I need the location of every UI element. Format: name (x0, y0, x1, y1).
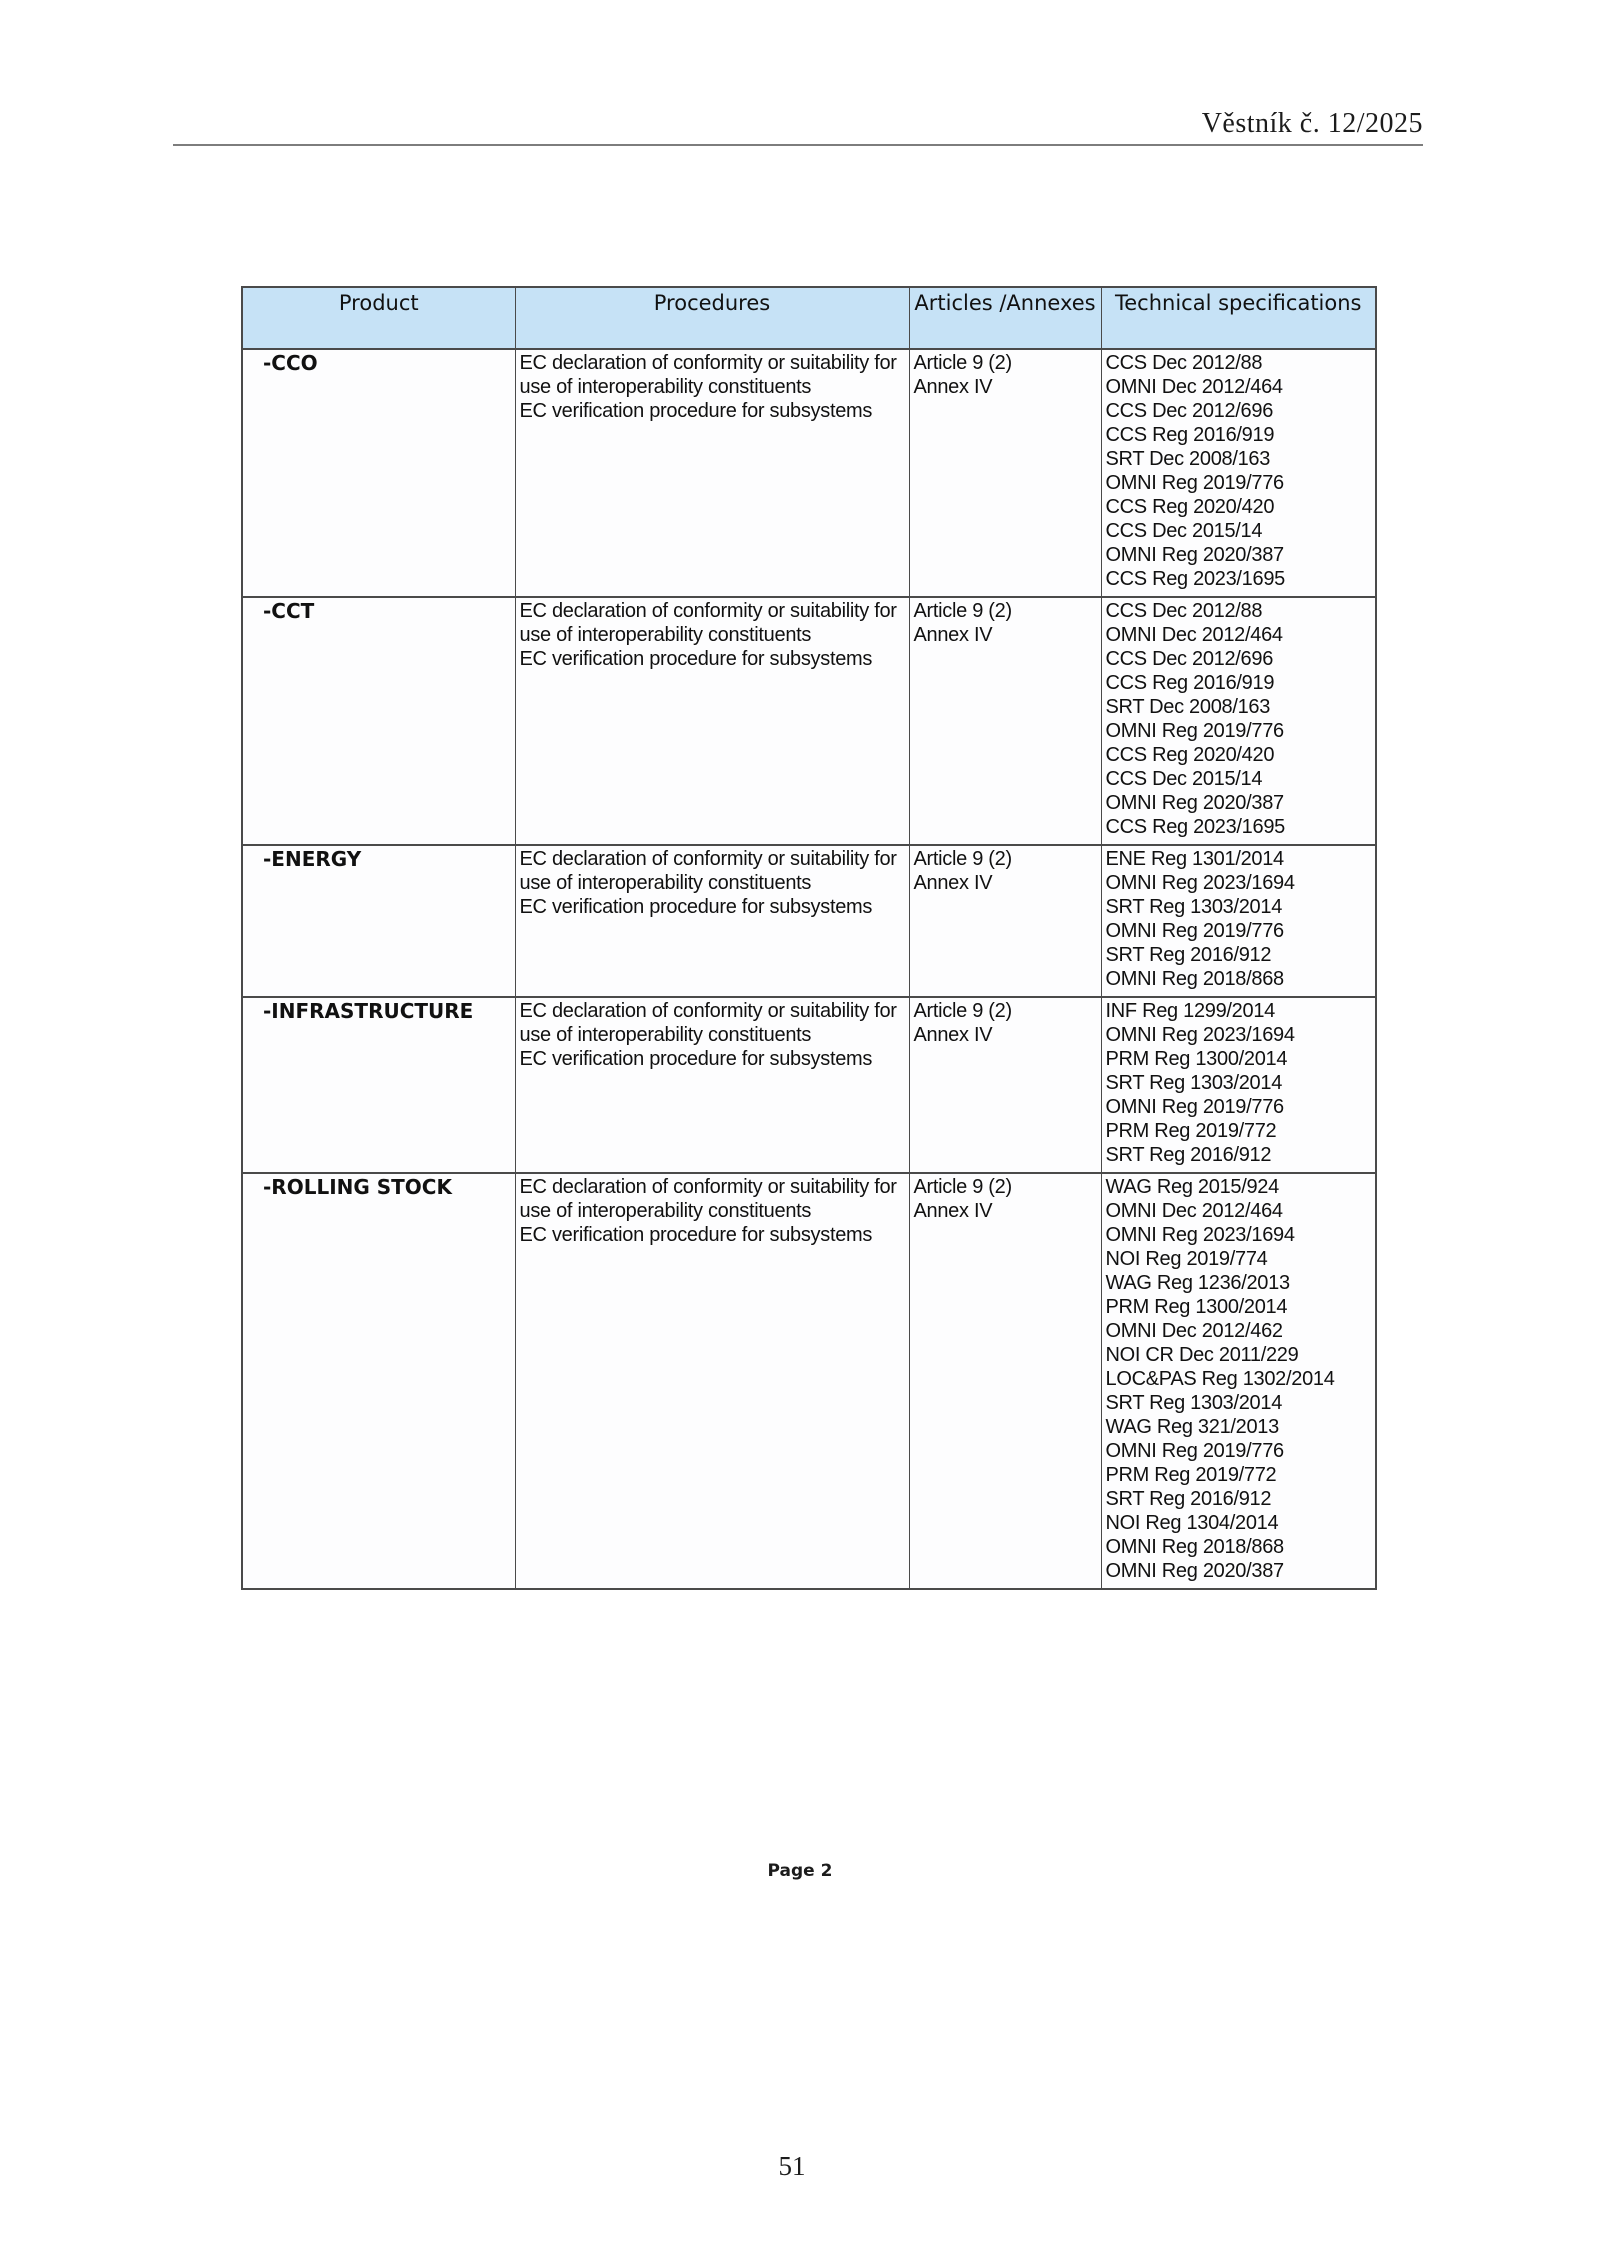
spec-table (241, 286, 1377, 1590)
article-line: Annex IV (913, 624, 993, 646)
spec-line: CCS Dec 2012/88 (1105, 600, 1263, 622)
spec-line: CCS Reg 2016/919 (1105, 424, 1275, 446)
procedure-text: EC declaration of conformity or suitability for use of interoperability constituents (519, 1176, 897, 1222)
spec-line: OMNI Reg 2019/776 (1105, 720, 1284, 742)
spec-line: CCS Dec 2015/14 (1105, 768, 1263, 790)
spec-line: OMNI Reg 2023/1694 (1105, 872, 1295, 894)
product-label: -INFRASTRUCTURE (263, 999, 474, 1023)
article-line: Annex IV (913, 1024, 993, 1046)
column-header-technical-specifications: Technical specifications (1101, 287, 1376, 349)
spec-line: OMNI Reg 2023/1694 (1105, 1024, 1295, 1046)
procedure-text: EC verification procedure for subsystems (519, 400, 873, 422)
article-line: Annex IV (913, 1200, 993, 1222)
spec-line: WAG Reg 1236/2013 (1105, 1272, 1290, 1294)
procedures-cell (515, 597, 909, 845)
product-cell (242, 1173, 515, 1589)
spec-line: SRT Reg 1303/2014 (1105, 1392, 1283, 1414)
spec-line: OMNI Dec 2012/464 (1105, 1200, 1283, 1222)
spec-line: CCS Dec 2015/14 (1105, 520, 1263, 542)
table-row (242, 349, 1376, 597)
spec-line: PRM Reg 2019/772 (1105, 1464, 1277, 1486)
procedure-text: EC declaration of conformity or suitability for use of interoperability constituents (519, 352, 897, 398)
product-label: -ROLLING STOCK (263, 1175, 452, 1199)
spec-line: WAG Reg 321/2013 (1105, 1416, 1279, 1438)
spec-line: SRT Reg 2016/912 (1105, 1488, 1272, 1510)
spec-line: CCS Reg 2020/420 (1105, 496, 1275, 518)
spec-line: INF Reg 1299/2014 (1105, 1000, 1275, 1022)
spec-line: OMNI Reg 2020/387 (1105, 1560, 1284, 1582)
spec-line: CCS Reg 2023/1695 (1105, 816, 1285, 838)
spec-table-container (241, 286, 1375, 1590)
column-header-product: Product (242, 287, 515, 349)
product-label: -ENERGY (263, 847, 362, 871)
procedure-text: EC verification procedure for subsystems (519, 648, 873, 670)
spec-line: SRT Reg 1303/2014 (1105, 1072, 1283, 1094)
specs-cell (1101, 597, 1376, 845)
spec-line: PRM Reg 1300/2014 (1105, 1296, 1288, 1318)
procedures-cell (515, 997, 909, 1173)
specs-cell (1101, 349, 1376, 597)
article-line: Article 9 (2) (913, 600, 1012, 622)
product-label: -CCT (263, 599, 315, 623)
article-line: Article 9 (2) (913, 1000, 1012, 1022)
spec-line: OMNI Reg 2018/868 (1105, 968, 1284, 990)
spec-line: OMNI Reg 2019/776 (1105, 920, 1284, 942)
spec-line: CCS Reg 2023/1695 (1105, 568, 1285, 590)
specs-cell (1101, 997, 1376, 1173)
spec-line: OMNI Reg 2023/1694 (1105, 1224, 1295, 1246)
spec-line: SRT Reg 2016/912 (1105, 1144, 1272, 1166)
spec-line: OMNI Reg 2020/387 (1105, 544, 1284, 566)
articles-cell (909, 1173, 1101, 1589)
table-row (242, 597, 1376, 845)
page-number: 51 (778, 2151, 806, 2181)
spec-line: SRT Reg 1303/2014 (1105, 896, 1283, 918)
procedure-text: EC declaration of conformity or suitability for use of interoperability constituents (519, 848, 897, 894)
specs-cell (1101, 1173, 1376, 1589)
article-line: Article 9 (2) (913, 848, 1012, 870)
spec-line: PRM Reg 2019/772 (1105, 1120, 1277, 1142)
spec-line: ENE Reg 1301/2014 (1105, 848, 1284, 870)
article-line: Annex IV (913, 376, 993, 398)
article-line: Article 9 (2) (913, 352, 1012, 374)
procedures-cell (515, 349, 909, 597)
spec-line: OMNI Reg 2020/387 (1105, 792, 1284, 814)
spec-line: OMNI Reg 2019/776 (1105, 1440, 1284, 1462)
articles-cell (909, 597, 1101, 845)
page-header-title: Věstník č. 12/2025 (1201, 108, 1423, 139)
page-footer-label: Page 2 (767, 1861, 833, 1881)
articles-cell (909, 349, 1101, 597)
spec-line: SRT Reg 2016/912 (1105, 944, 1272, 966)
articles-cell (909, 997, 1101, 1173)
procedure-text: EC verification procedure for subsystems (519, 1224, 873, 1246)
spec-line: SRT Dec 2008/163 (1105, 448, 1271, 470)
spec-line: CCS Reg 2020/420 (1105, 744, 1275, 766)
product-cell (242, 845, 515, 997)
column-header-procedures: Procedures (515, 287, 909, 349)
table-row (242, 997, 1376, 1173)
product-label: -CCO (263, 351, 318, 375)
spec-line: LOC&PAS Reg 1302/2014 (1105, 1368, 1335, 1390)
spec-line: OMNI Reg 2018/868 (1105, 1536, 1284, 1558)
article-line: Annex IV (913, 872, 993, 894)
procedures-cell (515, 845, 909, 997)
spec-line: SRT Dec 2008/163 (1105, 696, 1271, 718)
specs-cell (1101, 845, 1376, 997)
column-header-articles: Articles /Annexes (909, 287, 1101, 349)
article-line: Article 9 (2) (913, 1176, 1012, 1198)
table-row (242, 845, 1376, 997)
spec-line: OMNI Dec 2012/462 (1105, 1320, 1283, 1342)
spec-line: CCS Dec 2012/88 (1105, 352, 1263, 374)
spec-line: NOI Reg 1304/2014 (1105, 1512, 1279, 1534)
procedure-text: EC declaration of conformity or suitability for use of interoperability constituents (519, 1000, 897, 1046)
procedure-text: EC verification procedure for subsystems (519, 896, 873, 918)
spec-line: NOI CR Dec 2011/229 (1105, 1344, 1299, 1366)
spec-line: OMNI Reg 2019/776 (1105, 472, 1284, 494)
procedure-text: EC verification procedure for subsystems (519, 1048, 873, 1070)
spec-line: CCS Dec 2012/696 (1105, 648, 1274, 670)
procedure-text: EC declaration of conformity or suitability for use of interoperability constituents (519, 600, 897, 646)
spec-line: NOI Reg 2019/774 (1105, 1248, 1268, 1270)
spec-line: CCS Dec 2012/696 (1105, 400, 1274, 422)
table-header-row (242, 287, 1376, 349)
spec-line: PRM Reg 1300/2014 (1105, 1048, 1288, 1070)
product-cell (242, 597, 515, 845)
spec-line: WAG Reg 2015/924 (1105, 1176, 1279, 1198)
product-cell (242, 997, 515, 1173)
header-rule (173, 144, 1423, 146)
table-row (242, 1173, 1376, 1589)
spec-line: CCS Reg 2016/919 (1105, 672, 1275, 694)
spec-line: OMNI Reg 2019/776 (1105, 1096, 1284, 1118)
procedures-cell (515, 1173, 909, 1589)
spec-line: OMNI Dec 2012/464 (1105, 376, 1283, 398)
spec-line: OMNI Dec 2012/464 (1105, 624, 1283, 646)
articles-cell (909, 845, 1101, 997)
product-cell (242, 349, 515, 597)
